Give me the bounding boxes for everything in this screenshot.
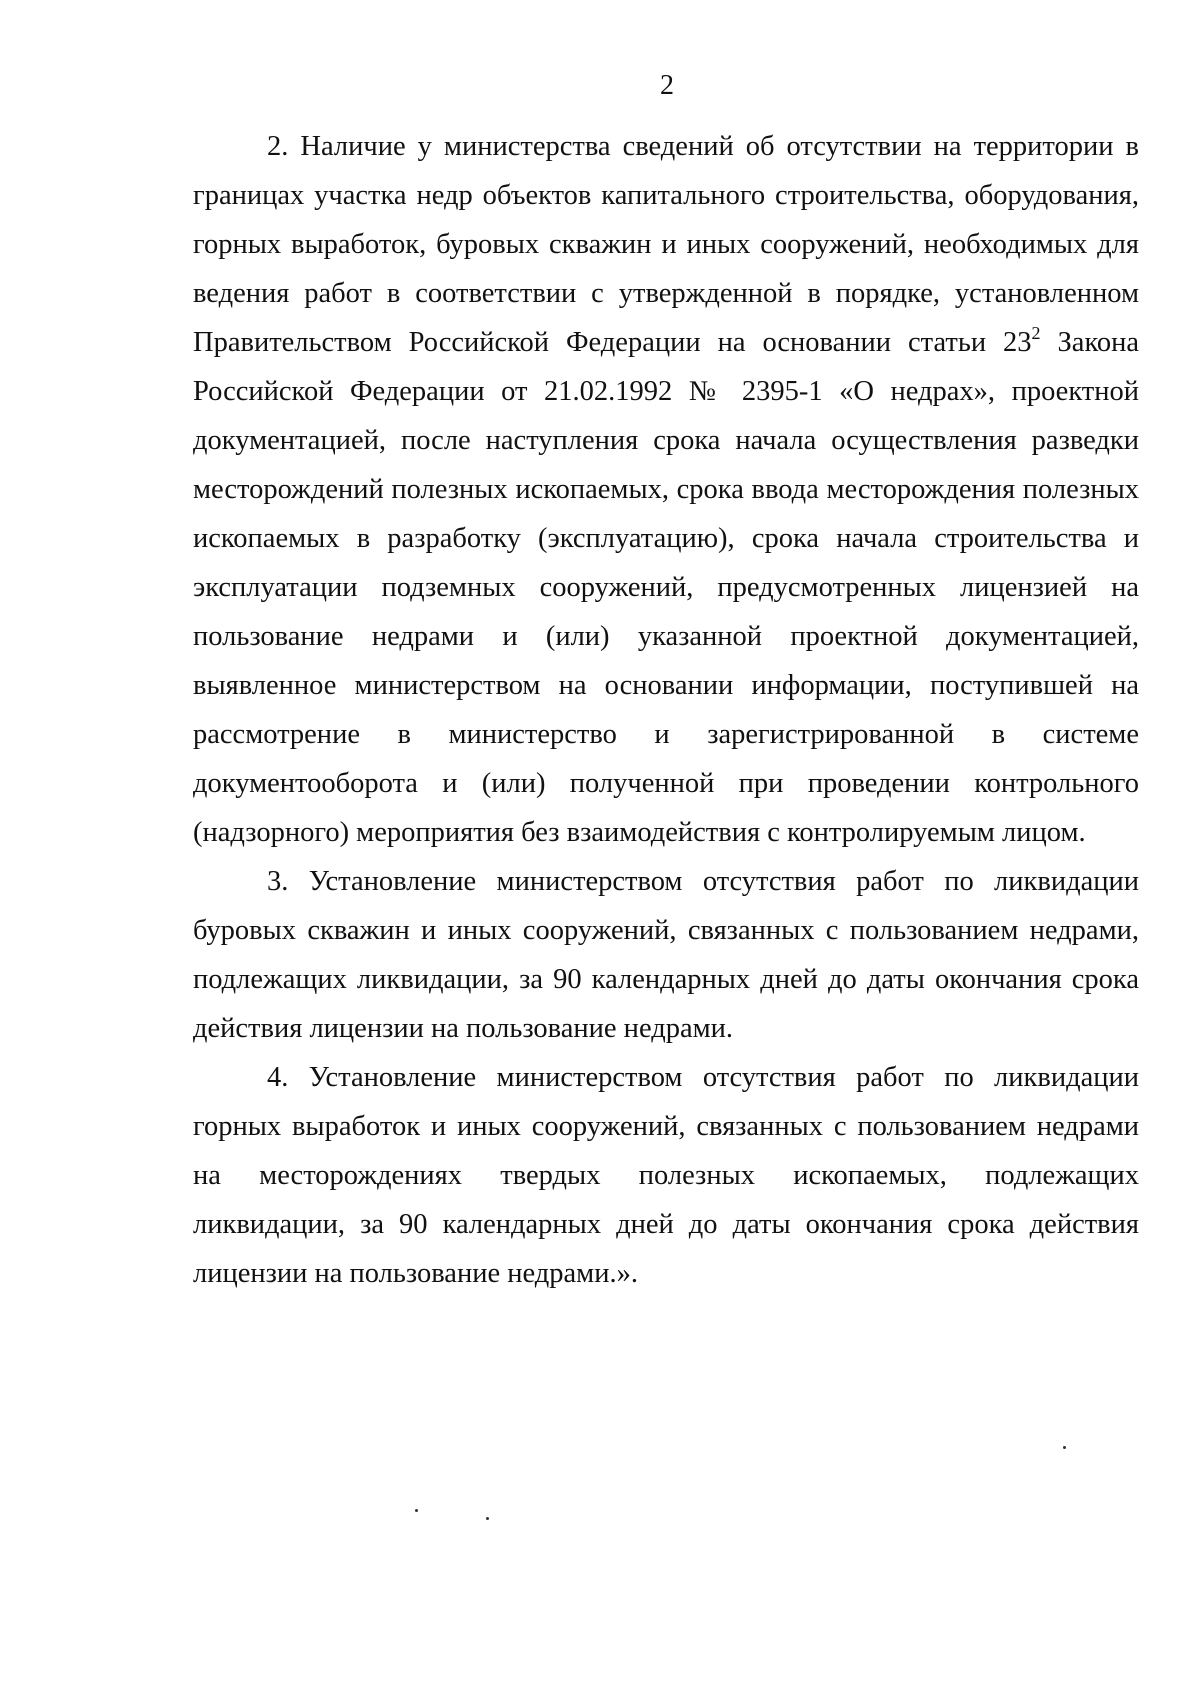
superscript-article-number: 2 <box>1031 323 1041 343</box>
document-body <box>193 122 1139 1298</box>
paragraph-2-text-end: Закона Российской Федерации от 21.02.1992 № 2395-1 «О недрах», проектной документацией, после наступления срока начала осуществления разведки месторождений полезных ископаемых, срока ввода месторождения полезных ископаемых в разработку (эксплуатацию), срока начала строительства и эксплуатации подземных сооружений, предусмотренных лицензией на пользование недрами и (или) указанной проектной документацией, выявленное министерством на основании информации, поступившей на рассмотрение в министерство и зарегистрированной в системе документооборота и (или) полученной при проведении контрольного (надзорного) мероприятия без взаимодействия с контролируемым лицом. <box>193 327 1139 848</box>
paragraph-2-text-start: 2. Наличие у министерства сведений об отсутствии на территории в границах участка недр объектов капитального строительства, оборудования, горных выработок, буровых скважин и иных сооружений, необходимых для ведения работ в соответствии с утвержденной в порядке, установленном Правительством Российской Федерации на основании статьи 23 <box>193 131 1139 358</box>
paragraph-item-4: 4. Установление министерством отсутствия работ по ликвидации горных выработок и иных сооружений, связанных с пользованием недрами на месторождениях твердых полезных ископаемых, подлежащих ликвидации, за 90 календарных дней до даты окончания срока действия лицензии на пользование недрами.». <box>193 1062 1139 1289</box>
page-number: 2 <box>660 70 674 101</box>
scan-speck <box>486 1517 489 1520</box>
paragraph-item-2 <box>193 122 1139 857</box>
paragraph-item-3: 3. Установление министерством отсутствия работ по ликвидации буровых скважин и иных сооружений, связанных с пользованием недрами, подлежащих ликвидации, за 90 календарных дней до даты окончания срока действия лицензии на пользование недрами. <box>193 866 1139 1044</box>
scan-speck <box>415 1509 418 1512</box>
scan-speck <box>1063 1446 1066 1449</box>
